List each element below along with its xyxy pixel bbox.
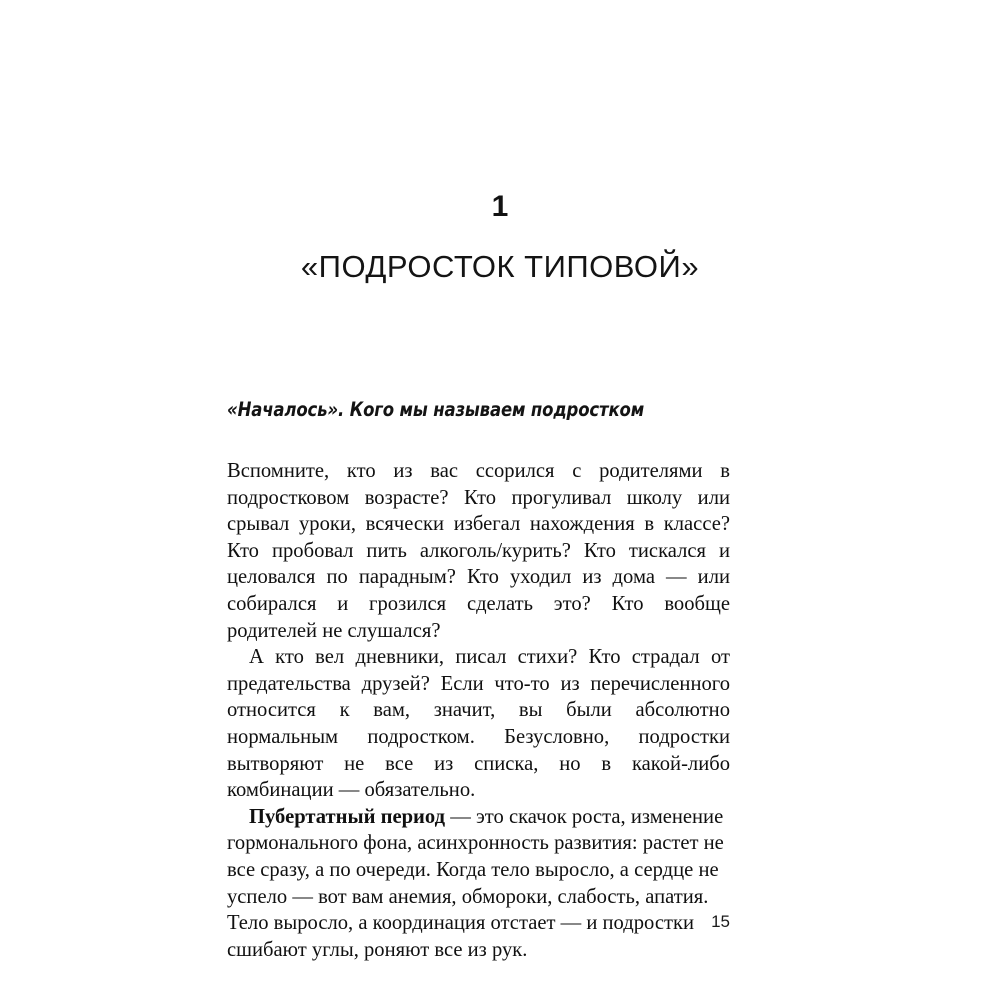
body-text [227, 458, 730, 963]
paragraph-2: А кто вел дневники, писал стихи? Кто страдал от предательства друзей? Если что-то из перечисленного относится к вам, значит, вы были абсолютно нормальным подростком. Безусловно, подростки вытворяют не все из списка, но в какой-либо комбинации — обязательно. [227, 646, 730, 802]
paragraph-3-text: — это скачок роста, изменение гормонального фона, асинхронность развития: растет не все сразу, а по очереди. Когда тело выросло, а сердце не успело — вот вам анемия, обмороки, слабость, апатия. Тело выросло, а координация отстает — и подростки сшибают углы, роняют все из рук. [227, 805, 724, 961]
key-term-pubertatny-period: Пубертатный период [249, 805, 446, 828]
chapter-number: 1 [491, 190, 509, 223]
page-number: 15 [711, 912, 730, 931]
paragraph-1: Вспомните, кто из вас ссорился с родителями в подростковом возрасте? Кто прогуливал школу или срывал уроки, всячески избегал нахождения в классе? Кто пробовал пить алкоголь/курить? Кто тискался и целовался по парадным? Кто уходил из дома — или собирался и грозился сделать это? Кто вообще родителей не слушался? [227, 460, 730, 642]
chapter-title: «ПОДРОСТОК ТИПОВОЙ» [300, 249, 700, 284]
paragraph-3 [227, 804, 730, 964]
section-heading: «Началось». Кого мы называем подростком [227, 398, 645, 421]
